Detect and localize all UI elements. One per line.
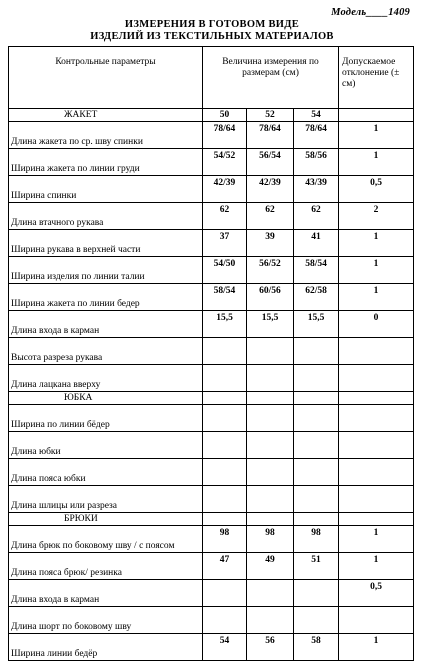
deviation-value: 2 [339, 203, 414, 230]
parameter-name: Длина пояса юбки [9, 459, 203, 486]
value-size-2 [247, 459, 294, 486]
value-size-2: 62 [247, 203, 294, 230]
empty-cell [247, 513, 294, 526]
trousers-row [9, 580, 414, 607]
deviation-value: 1 [339, 284, 414, 311]
parameter-name: Длина входа в карман [9, 311, 203, 338]
size-header: 50 [203, 109, 247, 122]
value-size-2: 56/54 [247, 149, 294, 176]
measurements-table [8, 46, 414, 661]
empty-cell [203, 513, 247, 526]
deviation-value [339, 486, 414, 513]
value-size-1 [203, 607, 247, 634]
title-line-1: ИЗМЕРЕНИЯ В ГОТОВОМ ВИДЕ [124, 19, 300, 30]
value-size-1: 54/52 [203, 149, 247, 176]
value-size-1: 47 [203, 553, 247, 580]
value-size-3: 62/58 [294, 284, 339, 311]
deviation-value: 1 [339, 122, 414, 149]
value-size-2: 98 [247, 526, 294, 553]
jacket-row [9, 284, 414, 311]
column-header-size: Величина измерения по размерам (см) [203, 47, 339, 109]
value-size-2: 15,5 [247, 311, 294, 338]
jacket-row [9, 122, 414, 149]
parameter-name: Длина жакета по ср. шву спинки [9, 122, 203, 149]
value-size-2: 56/52 [247, 257, 294, 284]
section-label-trousers: БРЮКИ [9, 513, 203, 526]
skirt-row [9, 459, 414, 486]
deviation-value: 0,5 [339, 176, 414, 203]
value-size-2 [247, 432, 294, 459]
section-row-skirt [9, 392, 414, 405]
value-size-3 [294, 607, 339, 634]
jacket-row [9, 149, 414, 176]
parameter-name: Длина шлицы или разреза [9, 486, 203, 513]
size-header: 52 [247, 109, 294, 122]
deviation-value [339, 338, 414, 365]
value-size-2 [247, 607, 294, 634]
value-size-3 [294, 459, 339, 486]
deviation-value: 1 [339, 634, 414, 661]
section-row-trousers [9, 513, 414, 526]
value-size-1: 78/64 [203, 122, 247, 149]
value-size-1: 62 [203, 203, 247, 230]
trousers-row [9, 607, 414, 634]
size-header: 54 [294, 109, 339, 122]
deviation-value [339, 365, 414, 392]
value-size-1: 42/39 [203, 176, 247, 203]
deviation-value: 1 [339, 230, 414, 257]
value-size-1 [203, 580, 247, 607]
skirt-row [9, 486, 414, 513]
deviation-value [339, 432, 414, 459]
jacket-row [9, 365, 414, 392]
jacket-row [9, 338, 414, 365]
column-header-row [9, 47, 414, 109]
value-size-3 [294, 405, 339, 432]
parameter-name: Ширина изделия по линии талии [9, 257, 203, 284]
value-size-1 [203, 432, 247, 459]
value-size-3: 15,5 [294, 311, 339, 338]
skirt-row [9, 405, 414, 432]
value-size-2: 56 [247, 634, 294, 661]
value-size-2 [247, 365, 294, 392]
value-size-1: 37 [203, 230, 247, 257]
deviation-value: 1 [339, 553, 414, 580]
jacket-row [9, 311, 414, 338]
value-size-1: 54/50 [203, 257, 247, 284]
value-size-3: 62 [294, 203, 339, 230]
value-size-2: 49 [247, 553, 294, 580]
parameter-name: Ширина спинки [9, 176, 203, 203]
column-header-deviation: Допускаемое отклонение (± см) [339, 47, 414, 109]
jacket-row [9, 257, 414, 284]
section-row-jacket [9, 109, 414, 122]
value-size-2: 78/64 [247, 122, 294, 149]
value-size-2 [247, 338, 294, 365]
empty-cell [294, 513, 339, 526]
value-size-3 [294, 580, 339, 607]
parameter-name: Ширина рукава в верхней части [9, 230, 203, 257]
parameter-name: Длина входа в карман [9, 580, 203, 607]
empty-cell [339, 513, 414, 526]
trousers-row [9, 553, 414, 580]
value-size-1: 58/54 [203, 284, 247, 311]
deviation-value [339, 405, 414, 432]
size-header-empty [339, 109, 414, 122]
value-size-3: 78/64 [294, 122, 339, 149]
value-size-2: 60/56 [247, 284, 294, 311]
title-line-2: ИЗДЕЛИЙ ИЗ ТЕКСТИЛЬНЫХ МАТЕРИАЛОВ [90, 31, 334, 42]
deviation-value: 0,5 [339, 580, 414, 607]
value-size-2 [247, 580, 294, 607]
skirt-row [9, 432, 414, 459]
value-size-2: 42/39 [247, 176, 294, 203]
parameter-name: Длина лацкана вверху [9, 365, 203, 392]
empty-cell [339, 392, 414, 405]
deviation-value [339, 607, 414, 634]
deviation-value [339, 459, 414, 486]
value-size-1 [203, 459, 247, 486]
value-size-1: 15,5 [203, 311, 247, 338]
deviation-value: 1 [339, 257, 414, 284]
parameter-name: Ширина жакета по линии бедер [9, 284, 203, 311]
parameter-name: Длина пояса брюк/ резинка [9, 553, 203, 580]
value-size-1 [203, 405, 247, 432]
value-size-1: 54 [203, 634, 247, 661]
empty-cell [294, 392, 339, 405]
section-label-jacket: ЖАКЕТ [9, 109, 203, 122]
value-size-3: 58 [294, 634, 339, 661]
value-size-3: 58/56 [294, 149, 339, 176]
document-title [0, 19, 424, 43]
value-size-3 [294, 338, 339, 365]
value-size-1 [203, 338, 247, 365]
parameter-name: Ширина жакета по линии груди [9, 149, 203, 176]
value-size-2: 39 [247, 230, 294, 257]
parameter-name: Ширина по линии бёдер [9, 405, 203, 432]
trousers-row [9, 526, 414, 553]
jacket-row [9, 203, 414, 230]
parameter-name: Высота разреза рукава [9, 338, 203, 365]
value-size-3 [294, 365, 339, 392]
parameter-name: Длина юбки [9, 432, 203, 459]
deviation-value: 1 [339, 526, 414, 553]
value-size-3: 51 [294, 553, 339, 580]
parameter-name: Длина шорт по боковому шву [9, 607, 203, 634]
model-label: Модель____1409 [331, 7, 410, 18]
jacket-row [9, 176, 414, 203]
parameter-name: Длина брюк по боковому шву / с поясом [9, 526, 203, 553]
parameter-name: Длина втачного рукава [9, 203, 203, 230]
value-size-1: 98 [203, 526, 247, 553]
empty-cell [203, 392, 247, 405]
value-size-2 [247, 405, 294, 432]
deviation-value: 0 [339, 311, 414, 338]
value-size-1 [203, 365, 247, 392]
jacket-row [9, 230, 414, 257]
parameter-name: Ширина линии бедёр [9, 634, 203, 661]
value-size-1 [203, 486, 247, 513]
column-header-param: Контрольные параметры [9, 47, 203, 109]
trousers-row [9, 634, 414, 661]
deviation-value: 1 [339, 149, 414, 176]
value-size-3: 41 [294, 230, 339, 257]
section-label-skirt: ЮБКА [9, 392, 203, 405]
empty-cell [247, 392, 294, 405]
value-size-3 [294, 432, 339, 459]
value-size-2 [247, 486, 294, 513]
value-size-3: 58/54 [294, 257, 339, 284]
value-size-3: 98 [294, 526, 339, 553]
value-size-3: 43/39 [294, 176, 339, 203]
value-size-3 [294, 486, 339, 513]
